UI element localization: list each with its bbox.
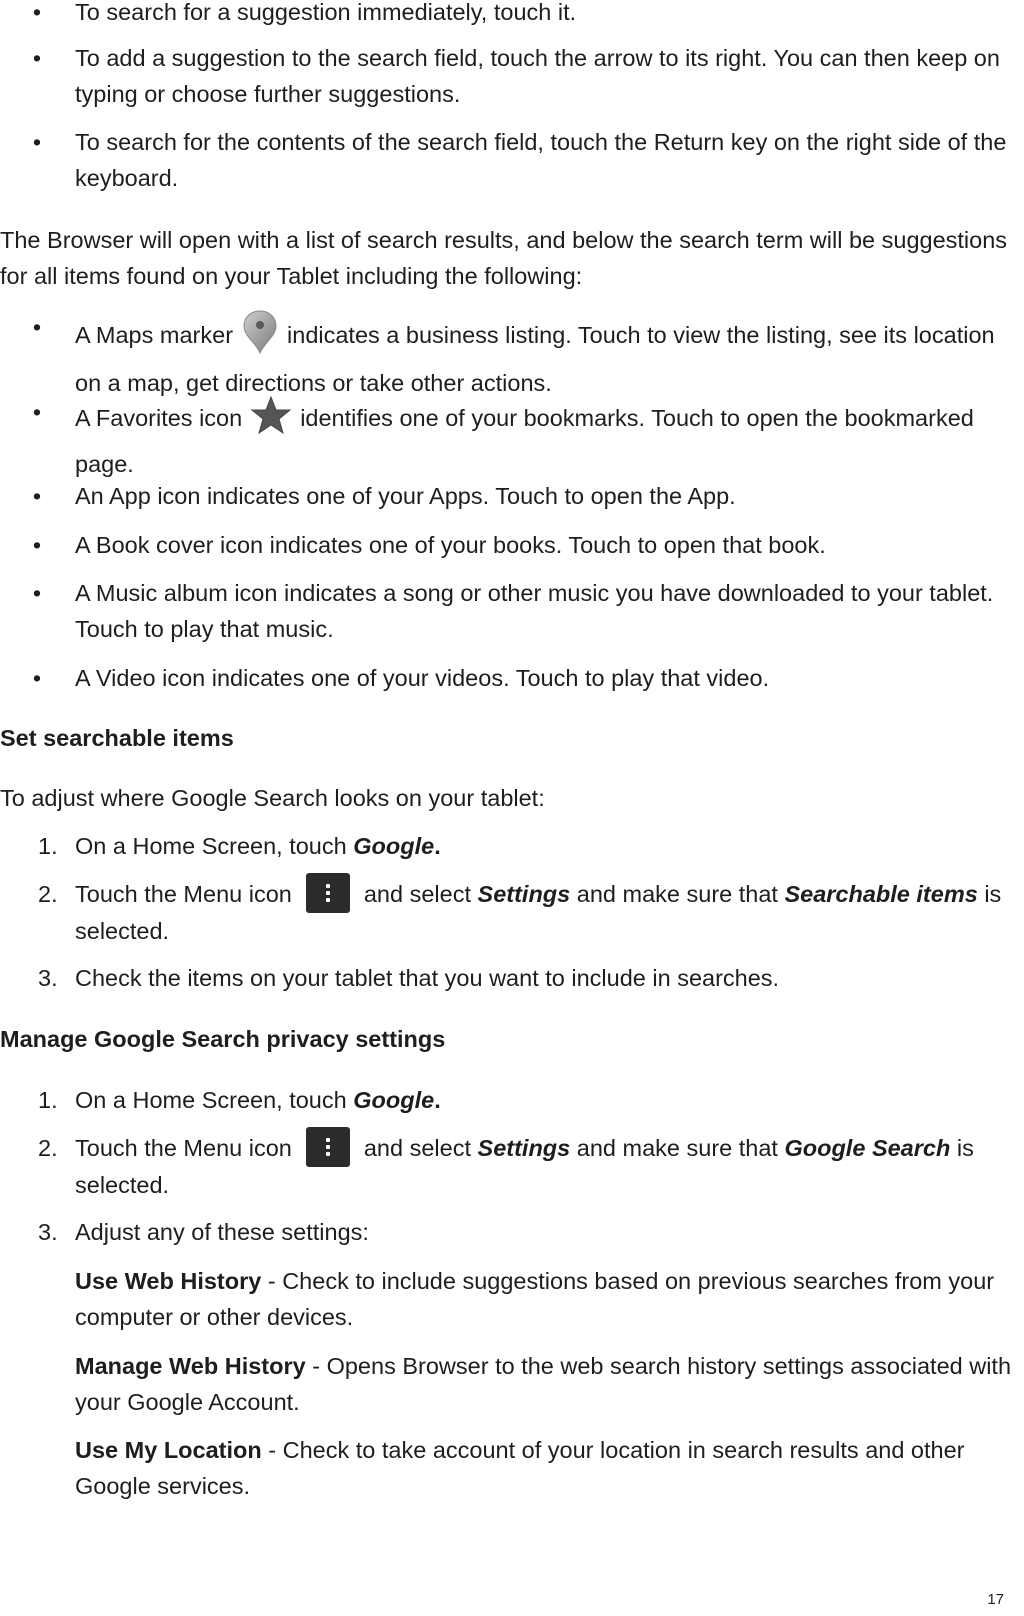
fav-text-b: identifies one of your bookmarks. Touch to open the bookmarked page. [75, 405, 974, 477]
setting-text: - Check to take account of your location in search results and other Google services. [75, 1437, 965, 1499]
step-text: and make sure that [570, 881, 785, 907]
list-item-maps [75, 309, 1020, 401]
list-item: To search for the contents of the search field, touch the Return key on the right side of the keyboard. [75, 129, 1007, 191]
step-item: Adjust any of these settings: [75, 1219, 369, 1245]
step-text: is selected. [75, 1135, 974, 1198]
step-emphasis: Settings [477, 1135, 571, 1161]
setting-title: Manage Web History [75, 1353, 306, 1379]
step-text: Touch the Menu icon [75, 881, 292, 907]
bullet-marker: • [32, 399, 42, 425]
setting-text: - Check to include suggestions based on previous searches from your computer or other devices. [75, 1268, 995, 1330]
bullet-marker: • [32, 45, 42, 71]
step-emphasis: Google [353, 833, 435, 859]
fav-text-a: A Favorites icon [75, 405, 243, 432]
page-number: 17 [987, 1591, 1004, 1608]
star-icon [250, 394, 292, 446]
step-text: and make sure that [570, 1135, 785, 1161]
maps-text-b: indicates a business listing. Touch to view the listing, see its location on a map, get directions or take other actions. [75, 322, 995, 396]
step-text: is selected. [75, 881, 1002, 944]
step-text: Touch the Menu icon [75, 1135, 292, 1161]
intro-paragraph: The Browser will open with a list of search results, and below the search term will be suggestions for all items found on your Tablet including the following: [0, 227, 1008, 289]
setting-text: - Opens Browser to the web search history settings associated with your Google Account. [75, 1353, 1012, 1415]
step-emphasis: Searchable items [784, 881, 978, 907]
bullet-marker: • [32, 580, 42, 606]
step-number: 2. [38, 881, 58, 907]
bullet-marker: • [32, 665, 42, 691]
step-text: . [434, 833, 441, 859]
step-item [75, 1130, 1020, 1203]
setting-description [75, 1348, 1020, 1420]
step-item [75, 876, 1020, 949]
step-number: 3. [38, 965, 58, 991]
step-text: and select [363, 881, 478, 907]
maps-text-a: A Maps marker [75, 322, 234, 349]
setting-description [75, 1432, 1020, 1504]
list-item: A Video icon indicates one of your videos. Touch to play that video. [75, 665, 770, 691]
list-item-favorites [75, 394, 1020, 482]
list-item: A Music album icon indicates a song or other music you have downloaded to your tablet. Touch to play that music. [75, 580, 994, 642]
step-emphasis: Google Search [784, 1135, 951, 1161]
step-number: 1. [38, 833, 58, 859]
menu-icon [306, 873, 350, 913]
step-item [75, 1082, 1020, 1118]
list-item: To add a suggestion to the search field, touch the arrow to its right. You can then keep on typing or choose further suggestions. [75, 45, 1000, 107]
setting-title: Use My Location [75, 1437, 262, 1463]
bullet-marker: • [32, 0, 42, 25]
step-item [75, 828, 1020, 864]
step-text: . [434, 1087, 441, 1113]
step-number: 3. [38, 1219, 58, 1245]
section-heading: Manage Google Search privacy settings [0, 1026, 446, 1052]
map-marker-icon [241, 309, 279, 365]
menu-icon [306, 1127, 350, 1167]
step-number: 1. [38, 1087, 58, 1113]
list-item: To search for a suggestion immediately, touch it. [75, 0, 577, 25]
section-intro: To adjust where Google Search looks on your tablet: [0, 785, 545, 811]
step-text: On a Home Screen, touch [75, 833, 354, 859]
step-emphasis: Settings [477, 881, 571, 907]
bullet-marker: • [32, 314, 42, 340]
bullet-marker: • [32, 129, 42, 155]
step-emphasis: Google [353, 1087, 435, 1113]
bullet-marker: • [32, 532, 42, 558]
step-text: and select [363, 1135, 478, 1161]
setting-description [75, 1263, 1020, 1335]
setting-title: Use Web History [75, 1268, 262, 1294]
list-item: A Book cover icon indicates one of your books. Touch to open that book. [75, 532, 826, 558]
list-item: An App icon indicates one of your Apps. Touch to open the App. [75, 483, 736, 509]
section-heading: Set searchable items [0, 725, 234, 751]
step-number: 2. [38, 1135, 58, 1161]
bullet-marker: • [32, 483, 42, 509]
step-item: Check the items on your tablet that you want to include in searches. [75, 965, 780, 991]
step-text: On a Home Screen, touch [75, 1087, 354, 1113]
